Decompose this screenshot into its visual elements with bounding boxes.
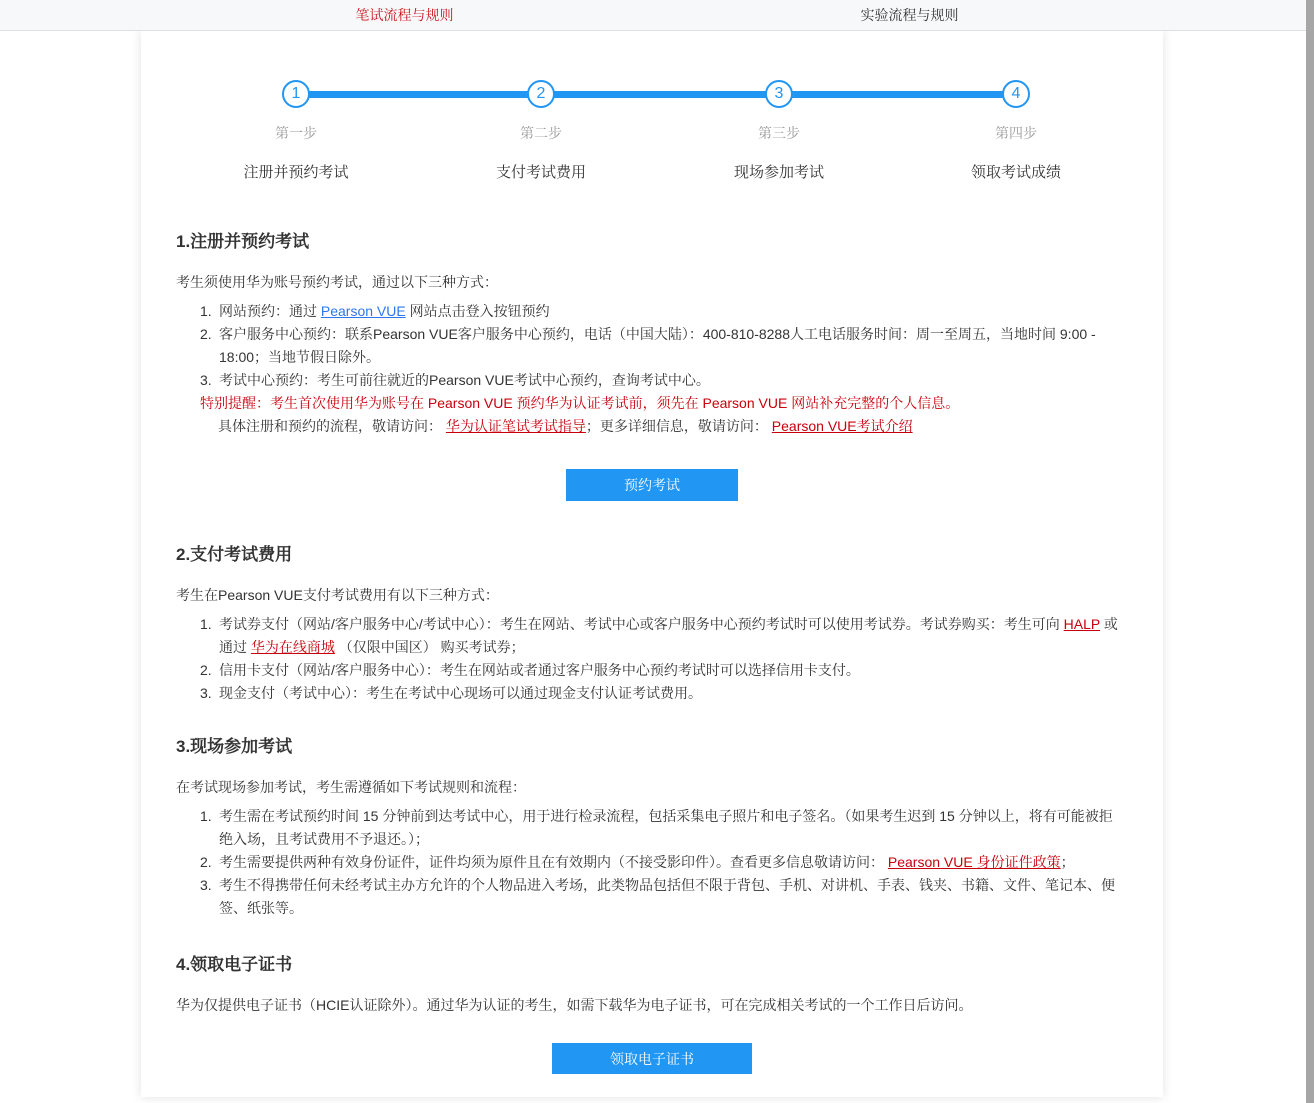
inline-link[interactable]: 华为在线商城 xyxy=(250,639,335,655)
text-segment: 信用卡支付（网站/客户服务中心）：考生在网站或者通过客户服务中心预约考试时可以选择信用卡支付。 xyxy=(219,662,860,678)
inline-link[interactable]: Pearson VUE考试介绍 xyxy=(771,418,913,434)
step-title: 注册并预约考试 xyxy=(243,164,349,181)
list-marker: 3. xyxy=(200,877,212,893)
list-item xyxy=(200,682,1121,705)
stepper-track-line xyxy=(296,91,1016,98)
section4-heading: 4.领取电子证书 xyxy=(176,955,293,974)
text-segment: 客户服务中心预约：联系Pearson VUE客户服务中心预约，电话（中国大陆）：400-810-8288人工电话服务时间：周一至周五，当地时间 9:00 - 18:00；当地节假日除外。 xyxy=(219,326,1096,365)
list-marker: 1. xyxy=(200,303,212,319)
section3-intro: 在考试现场参加考试，考生需遵循如下考试规则和流程： xyxy=(176,779,526,795)
list-item-text xyxy=(219,659,1121,682)
step-title: 领取考试成绩 xyxy=(970,164,1061,181)
text-segment: 现金支付（考试中心）：考生在考试中心现场可以通过现金支付认证考试费用。 xyxy=(219,685,702,701)
stepper-step-2 xyxy=(451,80,631,182)
list-item xyxy=(200,659,1121,682)
inline-link[interactable]: HALP xyxy=(1063,616,1100,632)
text-segment: ；更多详细信息，敬请访问： xyxy=(585,418,772,434)
list-marker: 1. xyxy=(200,808,212,824)
stepper-step-3 xyxy=(689,80,869,182)
section1-list xyxy=(141,300,1163,392)
text-segment: 特别提醒：考生首次使用华为账号在 Pearson VUE 预约华为认证考试前，须先在 Pearson VUE 网站补充完整的个人信息。 xyxy=(200,395,960,411)
text-segment: （仅限中国区） 购买考试券； xyxy=(334,639,525,655)
inline-link[interactable]: Pearson VUE xyxy=(320,303,406,319)
get-ecertificate-button[interactable]: 领取电子证书 xyxy=(552,1043,752,1074)
section4-intro: 华为仅提供电子证书（HCIE认证除外）。通过华为认证的考生，如需下载华为电子证书，可在完成相关考试的一个工作日后访问。 xyxy=(176,997,973,1013)
step-circle-2: 2 xyxy=(527,80,555,108)
list-marker: 2. xyxy=(200,854,212,870)
list-marker: 1. xyxy=(200,616,212,632)
text-segment: 考生需在考试预约时间 15 分钟前到达考试中心，用于进行检录流程，包括采集电子照片和电子签名。（如果考生迟到 15 分钟以上，将有可能被拒绝入场，且考试费用不予退还。）； xyxy=(219,808,1113,847)
text-segment: 网站点击登入按钮预约 xyxy=(405,303,550,319)
section3-heading: 3.现场参加考试 xyxy=(176,737,293,756)
list-marker: 2. xyxy=(200,662,212,678)
content-card xyxy=(141,31,1163,1097)
inline-link[interactable]: 华为认证笔试考试指导 xyxy=(445,418,586,434)
step-circle-3: 3 xyxy=(765,80,793,108)
text-segment: 网站预约：通过 xyxy=(219,303,321,319)
list-marker: 2. xyxy=(200,326,212,342)
section1-special-reminder xyxy=(141,392,1163,415)
text-segment: 具体注册和预约的流程，敬请访问： xyxy=(218,418,446,434)
step-circle-1: 1 xyxy=(282,80,310,108)
section1-more-info xyxy=(141,415,1163,438)
exam-process-stepper xyxy=(141,31,1163,221)
list-item-text xyxy=(219,369,1121,392)
list-item-text xyxy=(219,805,1121,851)
step-circle-4: 4 xyxy=(1002,80,1030,108)
stepper-step-4 xyxy=(926,80,1106,182)
list-item xyxy=(200,300,1121,323)
step-title: 支付考试费用 xyxy=(495,164,586,181)
step-sublabel: 第四步 xyxy=(995,125,1037,141)
section1-intro: 考生须使用华为账号预约考试，通过以下三种方式： xyxy=(176,274,498,290)
list-item xyxy=(200,805,1121,851)
section2-heading: 2.支付考试费用 xyxy=(176,545,293,564)
list-item-text xyxy=(219,682,1121,705)
tab-lab-exam-rules[interactable]: 实验流程与规则 xyxy=(860,7,959,23)
text-segment: 考生需要提供两种有效身份证件，证件均须为原件且在有效期内（不接受影印件）。查看更多信息敬请访问： xyxy=(219,854,888,870)
text-segment: 考试券支付（网站/客户服务中心/考试中心）：考生在网站、考试中心或客户服务中心预约考试时可以使用考试券。考试券购买：考生可向 xyxy=(219,616,1064,632)
section3-list xyxy=(141,805,1163,920)
list-item-text xyxy=(219,613,1121,659)
top-tab-bar xyxy=(0,0,1314,31)
inline-link[interactable]: Pearson VUE 身份证件政策 xyxy=(887,854,1061,870)
step-title: 现场参加考试 xyxy=(733,164,824,181)
section1-heading: 1.注册并预约考试 xyxy=(176,232,310,251)
list-marker: 3. xyxy=(200,685,212,701)
list-item xyxy=(200,369,1121,392)
list-item xyxy=(200,323,1121,369)
text-segment: 或通过 xyxy=(219,616,1118,655)
text-segment: 考试中心预约：考生可前往就近的Pearson VUE考试中心预约，查询考试中心。 xyxy=(219,372,710,388)
list-item-text xyxy=(219,874,1121,920)
list-item-text xyxy=(219,851,1121,874)
list-item xyxy=(200,851,1121,874)
book-exam-button[interactable]: 预约考试 xyxy=(566,469,738,501)
list-item-text xyxy=(219,300,1121,323)
vertical-scrollbar[interactable] xyxy=(1306,0,1314,1103)
section2-list xyxy=(141,613,1163,705)
step-sublabel: 第一步 xyxy=(275,125,317,141)
list-item xyxy=(200,613,1121,659)
list-item-text xyxy=(219,323,1121,369)
step-sublabel: 第三步 xyxy=(758,125,800,141)
stepper-step-1 xyxy=(206,80,386,182)
text-segment: 考生不得携带任何未经考试主办方允许的个人物品进入考场，此类物品包括但不限于背包、手机、对讲机、手表、钱夹、书籍、文件、笔记本、便签、纸张等。 xyxy=(219,877,1115,916)
list-marker: 3. xyxy=(200,372,212,388)
list-item xyxy=(200,874,1121,920)
section2-intro: 考生在Pearson VUE支付考试费用有以下三种方式： xyxy=(176,587,499,603)
step-sublabel: 第二步 xyxy=(520,125,562,141)
text-segment: ； xyxy=(1060,854,1075,870)
tab-written-exam-rules[interactable]: 笔试流程与规则 xyxy=(355,7,454,23)
